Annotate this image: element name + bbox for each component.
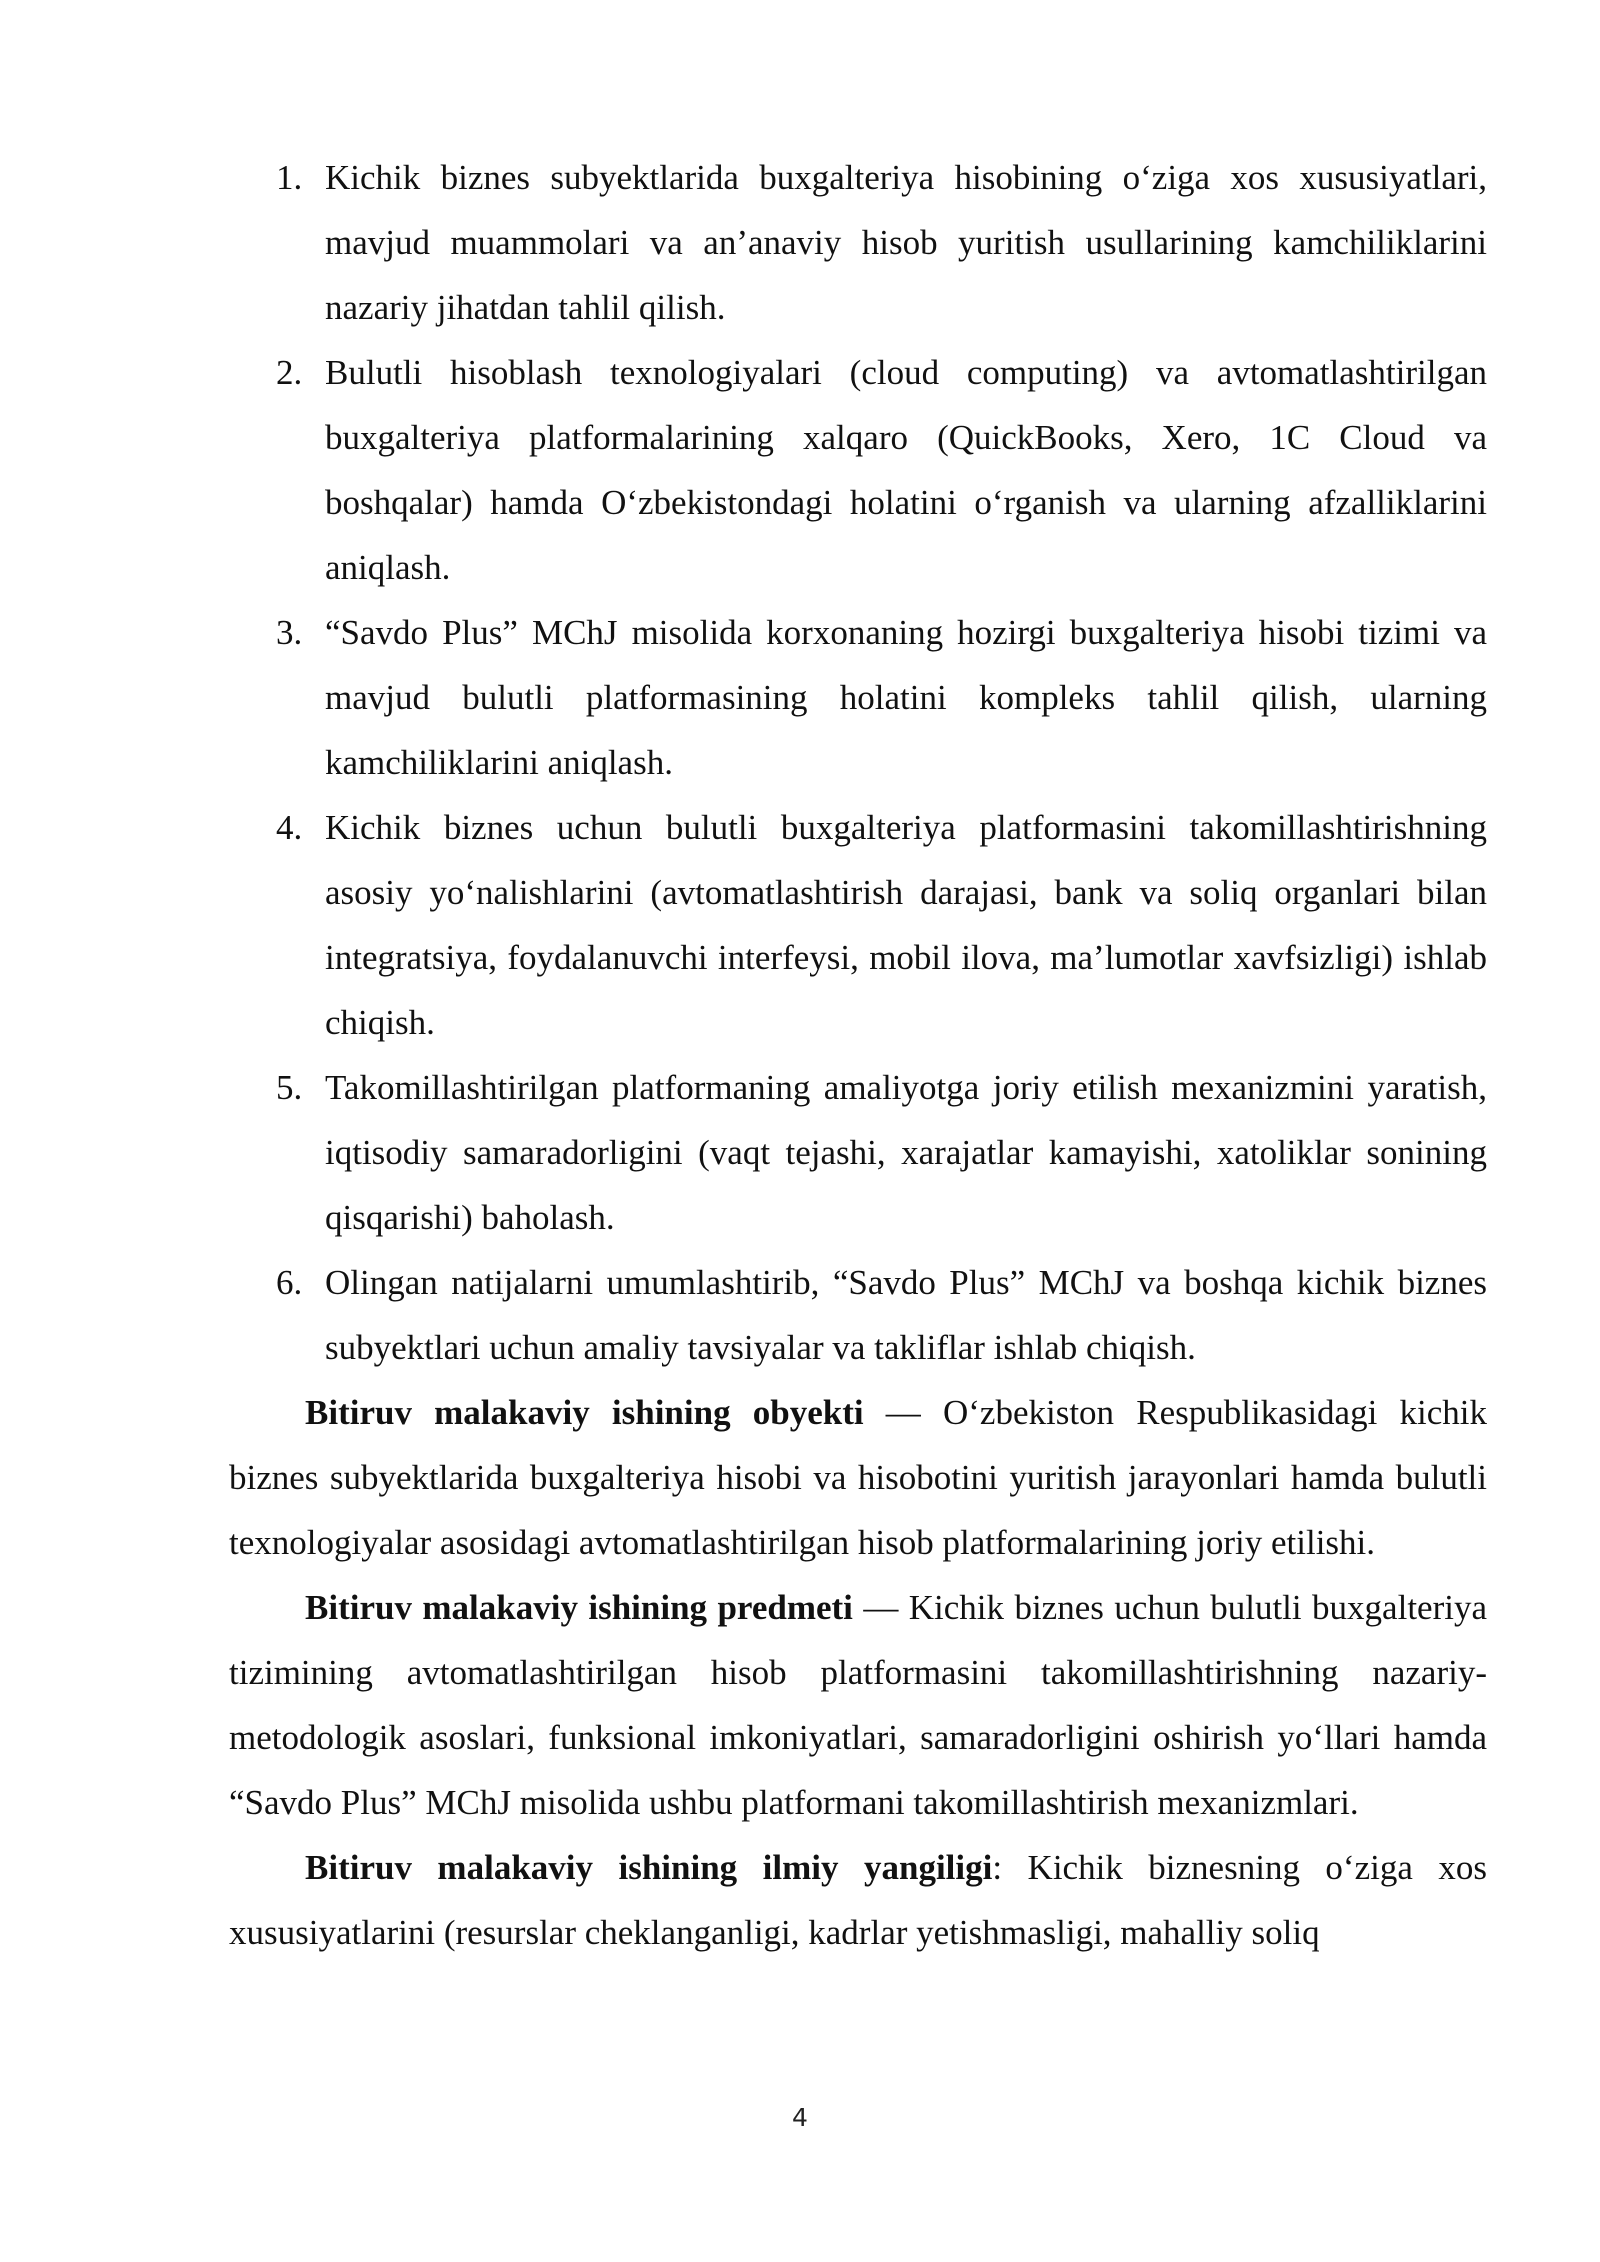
list-item-text: Takomillashtirilgan platformaning amaliyotga joriy etilish mexanizmini yaratish, iqtisodiy samaradorligini (vaqt tejashi, xarajatlar kamayishi, xatoliklar sonining qisqarishi) baholash. (325, 1068, 1487, 1237)
object-text: — O‘zbekiston Respublikasidagi kichik biznes subyektlarida buxgalteriya hisobi va hisobotini yuritish jarayonlari hamda bulutli texnologiyalar asosidagi avtomatlashtirilgan hisob platformalarining joriy etilishi. (229, 1393, 1487, 1562)
list-item (229, 340, 1487, 600)
subject-paragraph (229, 1575, 1487, 1835)
list-item-text: Kichik biznes subyektlarida buxgalteriya hisobining o‘ziga xos xususiyatlari, mavjud muammolari va an’anaviy hisob yuritish usullarining kamchiliklarini nazariy jihatdan tahlil qilish. (325, 158, 1487, 327)
list-item (229, 145, 1487, 340)
page-content (229, 145, 1487, 1965)
list-item-number: 1. (276, 158, 303, 197)
list-item-number: 5. (276, 1068, 303, 1107)
novelty-text: : Kichik biznesning o‘ziga xos xususiyatlarini (resurslar cheklanganligi, kadrlar yetishmasligi, mahalliy soliq (229, 1848, 1487, 1952)
novelty-paragraph (229, 1835, 1487, 1965)
list-item-number: 3. (276, 613, 303, 652)
list-item (229, 1055, 1487, 1250)
list-item (229, 1250, 1487, 1380)
list-item (229, 795, 1487, 1055)
list-item-text: “Savdo Plus” MChJ misolida korxonaning hozirgi buxgalteriya hisobi tizimi va mavjud bulutli platformasining holatini kompleks tahlil qilish, ularning kamchiliklarini aniqlash. (325, 613, 1487, 782)
list-item-number: 6. (276, 1263, 303, 1302)
list-item-text: Bulutli hisoblash texnologiyalari (cloud computing) va avtomatlashtirilgan buxgalteriya platformalarining xalqaro (QuickBooks, Xero, 1C Cloud va boshqalar) hamda O‘zbekistondagi holatini o‘rganish va ularning afzalliklarini aniqlash. (325, 353, 1487, 587)
object-paragraph (229, 1380, 1487, 1575)
novelty-heading: Bitiruv malakaviy ishining ilmiy yangiligi (305, 1848, 993, 1887)
subject-text: — Kichik biznes uchun bulutli buxgalteriya tizimining avtomatlashtirilgan hisob platformasini takomillashtirishning nazariy-metodologik asoslari, funksional imkoniyatlari, samaradorligini oshirish yo‘llari hamda “Savdo Plus” MChJ misolida ushbu platformani takomillashtirish mexanizmlari. (229, 1588, 1487, 1822)
list-item-number: 2. (276, 353, 303, 392)
object-heading: Bitiruv malakaviy ishining obyekti (305, 1393, 864, 1432)
list-item (229, 600, 1487, 795)
list-item-text: Olingan natijalarni umumlashtirib, “Savdo Plus” MChJ va boshqa kichik biznes subyektlari uchun amaliy tavsiyalar va takliflar ishlab chiqish. (325, 1263, 1487, 1367)
task-list (229, 145, 1487, 1380)
list-item-text: Kichik biznes uchun bulutli buxgalteriya platformasini takomillashtirishning asosiy yo‘nalishlarini (avtomatlashtirish darajasi, bank va soliq organlari bilan integratsiya, foydalanuvchi interfeysi, mobil ilova, ma’lumotlar xavfsizligi) ishlab chiqish. (325, 808, 1487, 1042)
list-item-number: 4. (276, 808, 303, 847)
subject-heading: Bitiruv malakaviy ishining predmeti (305, 1588, 853, 1627)
page-number: 4 (792, 2103, 808, 2132)
